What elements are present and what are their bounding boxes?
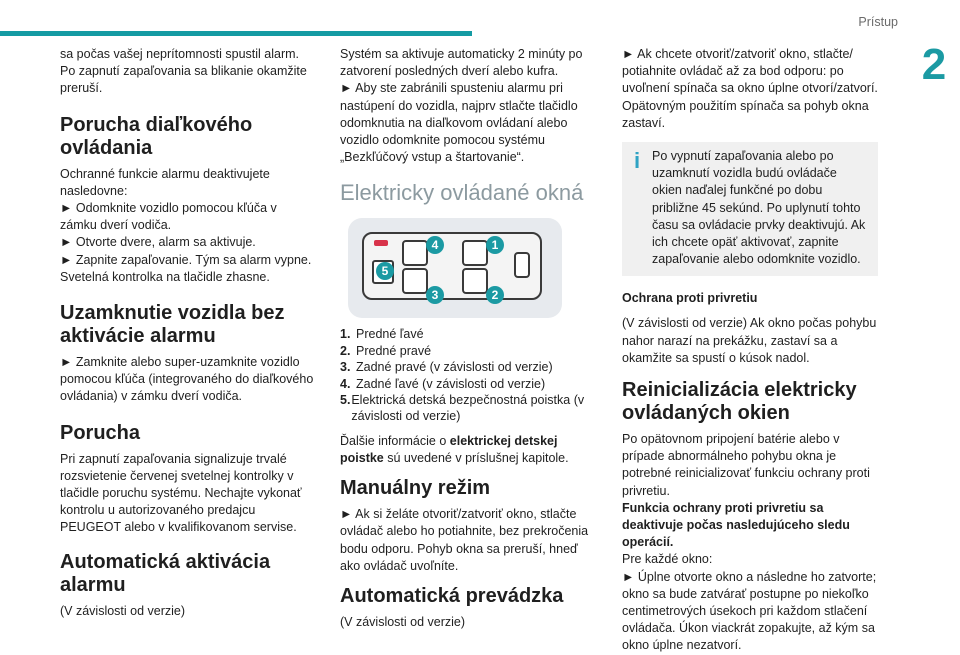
header-accent-bar bbox=[0, 31, 472, 36]
callout-badge: 2 bbox=[486, 286, 504, 304]
remote-step-2: ► Otvorte dvere, alarm sa aktivuje. bbox=[60, 235, 256, 250]
list-item: 4. Zadné ľavé (v závislosti od verzie) bbox=[340, 376, 546, 391]
heading-remote-failure: Porucha diaľkového ovládania bbox=[60, 113, 253, 159]
window-switch-icon bbox=[402, 240, 428, 266]
column-3 bbox=[622, 46, 878, 655]
callout-badge: 3 bbox=[426, 286, 444, 304]
auto-activation-text: Systém sa aktivuje automaticky 2 minúty po zatvorení posledných dverí alebo kufra. bbox=[340, 47, 583, 79]
auto-step-text: ► Ak chcete otvoriť/zatvoriť okno, stlačte/ potiahnite ovládač až za bod odporu: po uvoľnení spínača sa okno úplne otvorí/zatvorí. Opätovným použitím spínača sa pohyb okna zastaví. bbox=[622, 47, 878, 130]
reinit-bold-text: Funkcia ochrany proti privretiu sa deaktivuje počas nasledujúceho sledu operácií. bbox=[622, 500, 850, 550]
window-switch-icon bbox=[462, 268, 488, 294]
fault-text: Pri zapnutí zapaľovania signalizuje trvalé rozsvietenie červenej svetelnej kontrolky v tlačidle poruchu systému. Nechajte vykonať kontrolu u autorizovaného predajcu PEUGEOT alebo v kvalifikovanom servise. bbox=[60, 451, 302, 535]
info-box-text: Po vypnutí zapaľovania alebo po uzamknutí vozidla budú ovládače okien naďalej funkčné po dobu približne 45 sekúnd. Po uplynutí tohto času sa ovládacie prvky deaktivujú. Ak ich chcete opäť aktivovať, zapnite zapaľovanie alebo odomknite vozidlo. bbox=[652, 149, 866, 267]
callout-badge: 5 bbox=[376, 262, 394, 280]
legend-list bbox=[340, 326, 596, 424]
heading-power-windows: Elektricky ovládané okná bbox=[340, 180, 584, 206]
window-control-panel bbox=[340, 218, 596, 318]
window-switch-icon bbox=[462, 240, 488, 266]
manual-text: ► Ak si želáte otvoriť/zatvoriť okno, stlačte ovládač alebo ho potiahnite, bez prekročenia bodu odporu. Pohyb okna sa preruší, hneď ako ovládač uvoľníte. bbox=[340, 507, 589, 573]
heading-lock-without-alarm: Uzamknutie vozidla bez aktivácie alarmu bbox=[60, 302, 285, 348]
auto-alarm-text: (V závislosti od verzie) bbox=[60, 603, 186, 618]
list-item: 2. Predné pravé bbox=[340, 343, 432, 358]
window-switch-icon bbox=[402, 268, 428, 294]
callout-badge: 4 bbox=[426, 236, 444, 254]
heading-auto-alarm: Automatická aktivácia alarmu bbox=[60, 550, 271, 596]
reinit-step: ► Úplne otvorte okno a následne ho zatvorte; okno sa bude zatvárať postupne po niekoľko centimetrových úsekoch pri každom stlačení ovládača. Úkon viackrát zopakujte, až kým sa okno úplne nezatvorí. bbox=[622, 569, 877, 653]
chapter-number: 2 bbox=[908, 34, 960, 96]
section-title: Prístup bbox=[858, 15, 898, 29]
warning-led-icon bbox=[374, 240, 388, 246]
auto-activation-tip: ► Aby ste zabránili spusteniu alarmu pri nastúpení do vozidla, najprv stlačte tlačidlo odomknutia na diaľkovom ovládaní alebo vozidlo odomknite pomocou systému „Bezkľúčový vstup a štartovanie“. bbox=[340, 81, 578, 165]
list-item: 1. Predné ľavé bbox=[340, 327, 424, 342]
reinit-text: Po opätovnom pripojení batérie alebo v prípade abnormálneho pohybu okna je potrebné reinicializovať funkciu ochrany proti privretiu. bbox=[622, 432, 870, 498]
info-icon: i bbox=[633, 148, 641, 174]
heading-anti-pinch: Ochrana proti privretiu bbox=[622, 291, 758, 306]
list-item: 3. Zadné pravé (v závislosti od verzie) bbox=[340, 360, 553, 375]
intro-text: sa počas vašej neprítomnosti spustil alarm. Po zapnutí zapaľovania sa blikanie okamžite preruší. bbox=[60, 47, 307, 96]
callout-badge: 1 bbox=[486, 236, 504, 254]
info-box bbox=[622, 142, 878, 276]
mirror-switch-icon bbox=[514, 252, 530, 278]
heading-automatic-mode: Automatická prevádzka bbox=[340, 585, 564, 608]
automatic-text: (V závislosti od verzie) bbox=[340, 615, 466, 630]
lock-text: ► Zamknite alebo super-uzamknite vozidlo pomocou kľúča (integrovaného do diaľkového ovládania) v zámku dverí vodiča. bbox=[60, 355, 314, 404]
remote-step-3: ► Zapnite zapaľovanie. Tým sa alarm vypne. Svetelná kontrolka na tlačidle zhasne. bbox=[60, 252, 312, 284]
more-info-text: Ďalšie informácie o elektrickej detskej poistke sú uvedené v príslušnej kapitole. bbox=[340, 433, 569, 466]
reinit-each-window: Pre každé okno: bbox=[622, 552, 713, 567]
heading-fault: Porucha bbox=[60, 421, 141, 444]
remote-step-1: ► Odomknite vozidlo pomocou kľúča v zámku dverí vodiča. bbox=[60, 201, 277, 233]
anti-pinch-text: (V závislosti od verzie) Ak okno počas pohybu nahor narazí na prekážku, zastaví sa a okamžite sa spustí o kúsok nadol. bbox=[622, 316, 877, 365]
column-1 bbox=[60, 46, 316, 620]
heading-manual-mode: Manuálny režim bbox=[340, 477, 491, 500]
remote-text: Ochranné funkcie alarmu deaktivujete nasledovne: bbox=[60, 166, 270, 198]
column-2 bbox=[340, 46, 596, 631]
list-item: 5. Elektrická detská bezpečnostná poistka (v závislosti od verzie) bbox=[340, 393, 585, 424]
heading-reinitialization: Reinicializácia elektricky ovládaných okien bbox=[622, 379, 857, 425]
